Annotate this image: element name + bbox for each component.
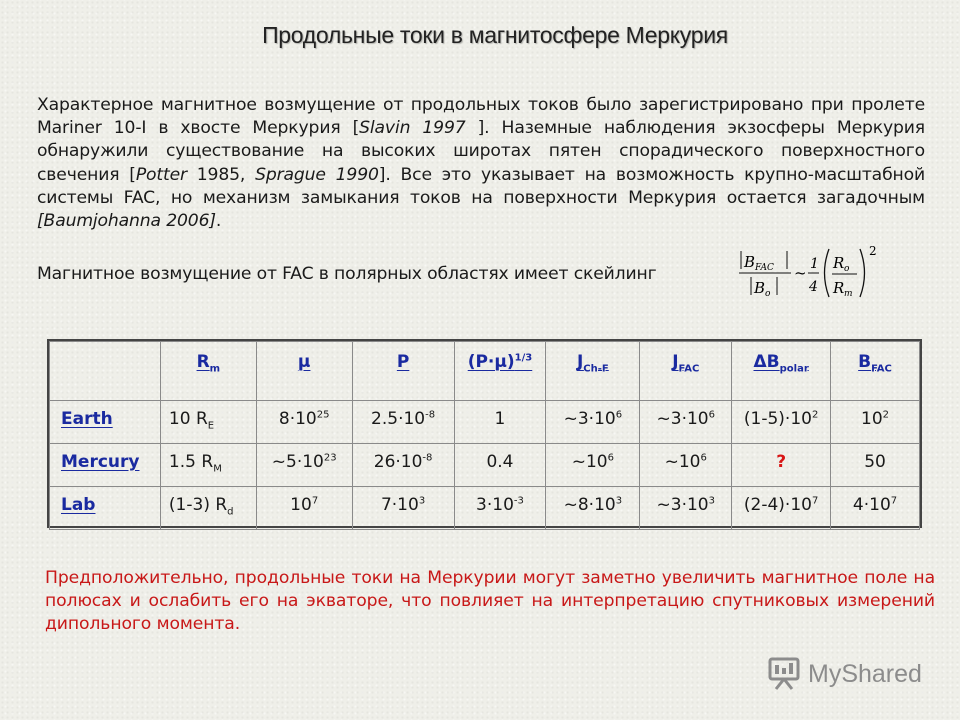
reference-baumjohanna: [Baumjohanna 2006]	[37, 211, 216, 232]
cell-mu: $10^7$	[256, 487, 352, 530]
cell-rm: 1.5 $R_M$	[160, 444, 256, 487]
conclusion-note: Предположительно, продольные токи на Меркурии могут заметно увеличить магнитное поле на полюсах и ослабить его на экваторе, что повлияет на интерпретацию спутниковых измерений дипольного момента.	[45, 568, 935, 634]
cell-p: $2.5\cdot 10^{-8}$	[352, 401, 454, 444]
header-pmu: $(P\cdot\mu)^{1/3}$	[454, 342, 546, 401]
cell-jfac: $\sim 3\cdot 10^3$	[640, 487, 732, 530]
cell-db-unknown: ?	[732, 444, 831, 487]
scaling-text: Магнитное возмущение от FAC в полярных областях имеет скейлинг	[37, 264, 657, 284]
paragraph-text-3: 1985,	[186, 164, 256, 185]
formula-r: R	[833, 254, 845, 272]
left-paren	[825, 249, 830, 297]
table-row	[50, 487, 920, 530]
header-rm: $R_m$	[160, 342, 256, 401]
paragraph-text-4: ]. Все это указывает на возможность крупно-масштабной системы FAC, но механизм замыкания токов на поверхности Меркурия остается загадочным	[37, 164, 925, 208]
cell-bfac: $4\cdot 10^7$	[831, 487, 920, 530]
formula-one: 1	[810, 256, 819, 272]
header-p: P	[352, 342, 454, 401]
formula-fac: FAC	[755, 263, 774, 273]
cell-pmu: 0.4	[454, 444, 546, 487]
formula-o: o	[844, 264, 850, 274]
cell-mu: $\sim 5\cdot 10^{23}$	[256, 444, 352, 487]
formula-m: m	[844, 289, 853, 299]
formula-o: o	[765, 289, 771, 299]
paragraph-text-1: Характерное магнитное возмущение от продольных токов было зарегистрировано при пролете Mariner 10-I в хвосте Меркурия [	[37, 95, 925, 139]
header-empty	[50, 342, 161, 401]
table-header-row	[50, 342, 920, 401]
cell-db: $(2-4)\cdot 10^7$	[732, 487, 831, 530]
header-dbpolar: $\Delta B_{polar}$	[732, 342, 831, 401]
formula-four: 4	[809, 279, 818, 295]
table-row	[50, 444, 920, 487]
header-bfac: $B_{FAC}$	[831, 342, 920, 401]
cell-rm: (1-3) $R_d$	[160, 487, 256, 530]
presentation-icon	[766, 657, 802, 691]
cell-p: $26\cdot 10^{-8}$	[352, 444, 454, 487]
cell-jchf: $\sim 3\cdot 10^6$	[546, 401, 640, 444]
row-label: Mercury	[50, 444, 161, 487]
table-row	[50, 401, 920, 444]
cell-rm: 10 $R_E$	[160, 401, 256, 444]
reference-slavin: Slavin 1997	[359, 118, 466, 139]
formula-b: B	[744, 253, 756, 271]
formula-r: R	[833, 279, 845, 297]
cell-p: $7\cdot 10^3$	[352, 487, 454, 530]
cell-jfac: $\sim 3\cdot 10^6$	[640, 401, 732, 444]
cell-jchf: $\sim 10^6$	[546, 444, 640, 487]
cell-jchf: $\sim 8\cdot 10^3$	[546, 487, 640, 530]
reference-sprague: Sprague 1990	[255, 164, 379, 185]
cell-pmu: 1	[454, 401, 546, 444]
cell-mu: $8\cdot 10^{25}$	[256, 401, 352, 444]
cell-db: $(1-5)\cdot 10^2$	[732, 401, 831, 444]
row-label: Earth	[50, 401, 161, 444]
header-jchf: $J_{Ch-F}$	[546, 342, 640, 401]
cell-jfac: $\sim 10^6$	[640, 444, 732, 487]
header-mu: μ	[256, 342, 352, 401]
logo-text: MyShared	[808, 659, 922, 688]
right-paren	[860, 249, 865, 297]
header-jfac: $J_{FAC}$	[640, 342, 732, 401]
row-label: Lab	[50, 487, 161, 530]
reference-potter: Potter	[135, 164, 187, 185]
cell-bfac: $10^2$	[831, 401, 920, 444]
cell-pmu: $3\cdot 10^{-3}$	[454, 487, 546, 530]
formula-tilde: ~	[794, 264, 807, 282]
comparison-table	[47, 339, 922, 528]
myshared-logo[interactable]	[766, 655, 922, 693]
slide-title: Продольные токи в магнитосфере Меркурия	[262, 22, 728, 48]
paragraph-text-2: ]. Наземные наблюдения экзосферы Меркурия обнаружили существование на высоких широтах пятен спорадического поверхностного свечения [	[37, 118, 925, 185]
formula-b: B	[754, 279, 766, 297]
formula-exponent: 2	[869, 244, 877, 258]
scaling-formula	[737, 243, 885, 301]
cell-bfac: 50	[831, 444, 920, 487]
main-paragraph	[37, 94, 925, 233]
paragraph-text-5: .	[215, 211, 222, 232]
